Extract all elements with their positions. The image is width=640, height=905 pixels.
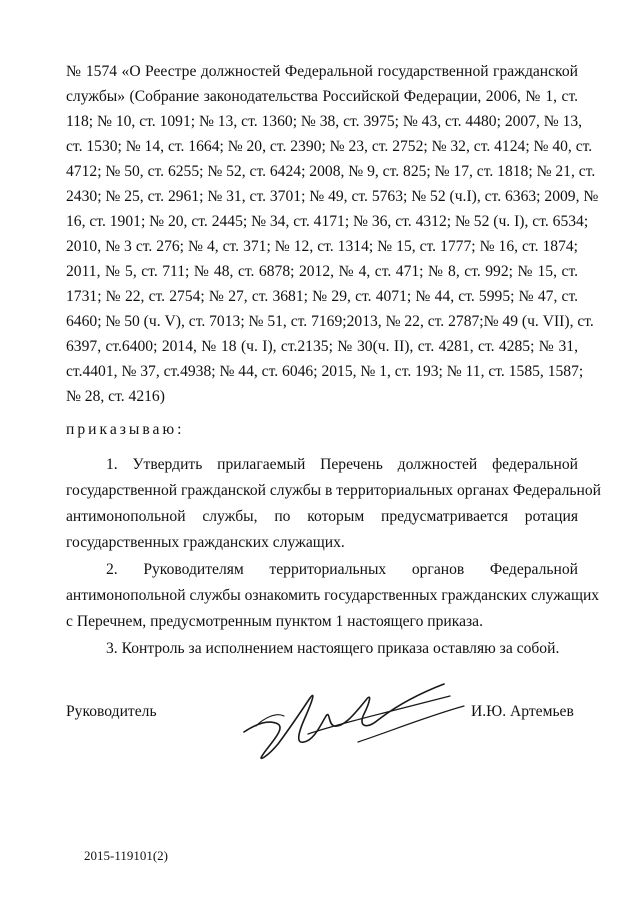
item-1-line: антимонопольной службы, по которым предусматривается ротация [66,508,578,525]
document-code: 2015-119101(2) [84,848,169,863]
item-3-line: 3. Контроль за исполнением настоящего приказа оставляю за собой. [106,640,560,657]
signatory-name: И.Ю. Артемьев [471,703,574,720]
item-1-line: 1. Утвердить прилагаемый Перечень должностей федеральной [106,456,578,473]
item-2-line: 2. Руководителям территориальных органов Федеральной [106,561,578,578]
item-1-line: государственной гражданской службы в территориальных органах Федеральной [66,482,601,499]
preamble-line: № 1574 «О Реестре должностей Федеральной государственной гражданской [66,63,578,80]
preamble-line: № 28, ст. 4216) [66,388,165,405]
preamble-line: службы» (Собрание законодательства Российской Федерации, 2006, № 1, ст. [66,88,578,105]
item-2-line: с Перечнем, предусмотренным пунктом 1 настоящего приказа. [66,613,483,630]
preamble-line: 16, ст. 1901; № 20, ст. 2445; № 34, ст. 4171; № 36, ст. 4312; № 52 (ч. I), ст. 6534; [66,213,589,230]
preamble-line: 118; № 10, ст. 1091; № 13, ст. 1360; № 38, ст. 3975; № 43, ст. 4480; 2007, № 13, [66,113,583,130]
signatory-position: Руководитель [66,703,157,720]
preamble-line: ст. 1530; № 14, ст. 1664; № 20, ст. 2390; № 23, ст. 2752; № 32, ст. 4124; № 40, ст. [66,138,593,155]
item-2-line: антимонопольной службы ознакомить государственных гражданских служащих [66,587,600,604]
preamble-line: 4712; № 50, ст. 6255; № 52, ст. 6424; 2008, № 9, ст. 825; № 17, ст. 1818; № 21, ст. [66,163,596,180]
preamble-line: 6460; № 50 (ч. V), ст. 7013; № 51, ст. 7169;2013, № 22, ст. 2787;№ 49 (ч. VII), ст. [66,313,594,330]
item-1-line: государственных гражданских служащих. [66,534,345,551]
preamble-line: 2010, № 3 ст. 276; № 4, ст. 371; № 12, ст. 1314; № 15, ст. 1777; № 16, ст. 1874; [66,238,578,255]
preamble-line: 1731; № 22, ст. 2754; № 27, ст. 3681; № 29, ст. 4071; № 44, ст. 5995; № 47, ст. [66,288,578,305]
order-word: приказываю: [66,421,185,438]
preamble-line: ст.4401, № 37, ст.4938; № 44, ст. 6046; 2015, № 1, ст. 193; № 11, ст. 1585, 1587; [66,363,584,380]
handwritten-signature-icon [238,672,470,768]
preamble-line: 6397, ст.6400; 2014, № 18 (ч. I), ст.2135; № 30(ч. II), ст. 4281, ст. 4285; № 31, [66,338,578,355]
preamble-line: 2430; № 25, ст. 2961; № 31, ст. 3701; № 49, ст. 5763; № 52 (ч.I), ст. 6363; 2009, № [66,188,599,205]
preamble-line: 2011, № 5, ст. 711; № 48, ст. 6878; 2012, № 4, ст. 471; № 8, ст. 992; № 15, ст. [66,263,578,280]
